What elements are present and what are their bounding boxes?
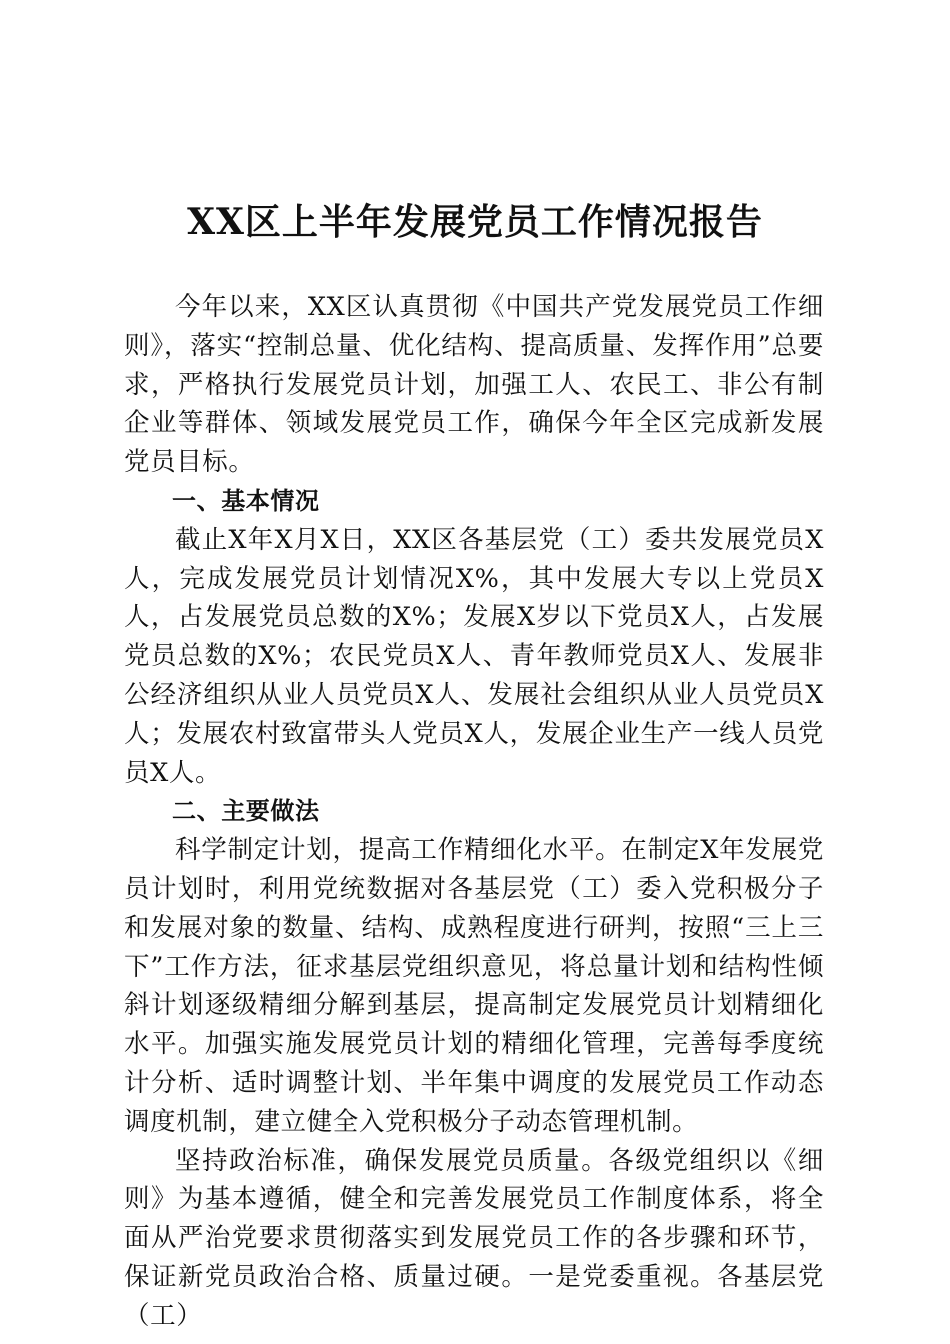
section-heading-main-practices: 二、主要做法 xyxy=(172,797,320,826)
intro-paragraph: 今年以来，XX区认真贯彻《中国共产党发展党员工作细则》，落实“控制总量、优化结构、提高质量、发挥作用”总要求，严格执行发展党员计划，加强工人、农民工、非公有制企业等群体、领域发展党员工作，确保今年全区完成新发展党员目标。 xyxy=(124,292,824,478)
political-standard-paragraph: 坚持政治标准，确保发展党员质量。各级党组织以《细则》为基本遵循，健全和完善发展党员工作制度体系，将全面从严治党要求贯彻落实到发展党员工作的各步骤和环节，保证新党员政治合格、质量过硬。一是党委重视。各基层党（工） xyxy=(124,1145,824,1331)
section-heading-basic-situation: 一、基本情况 xyxy=(172,486,320,515)
basic-situation-paragraph: 截止X年X月X日，XX区各基层党（工）委共发展党员X人，完成发展党员计划情况X%，其中发展大专以上党员X人，占发展党员总数的X%；发展X岁以下党员X人，占发展党员总数的X%；农民党员X人、青年教师党员X人、发展非公经济组织从业人员党员X人、发展社会组织从业人员党员X人；发展农村致富带头人党员X人，发展企业生产一线人员党员X人。 xyxy=(124,524,824,788)
document-body xyxy=(124,288,824,1336)
planning-paragraph: 科学制定计划，提高工作精细化水平。在制定X年发展党员计划时，利用党统数据对各基层党（工）委入党积极分子和发展对象的数量、结构、成熟程度进行研判，按照“三上三下”工作方法，征求基层党组织意见，将总量计划和结构性倾斜计划逐级精细分解到基层，提高制定发展党员计划精细化水平。加强实施发展党员计划的精细化管理，完善每季度统计分析、适时调整计划、半年集中调度的发展党员工作动态调度机制，建立健全入党积极分子动态管理机制。 xyxy=(124,835,824,1137)
document-title: XX区上半年发展党员工作情况报告 xyxy=(187,201,763,243)
